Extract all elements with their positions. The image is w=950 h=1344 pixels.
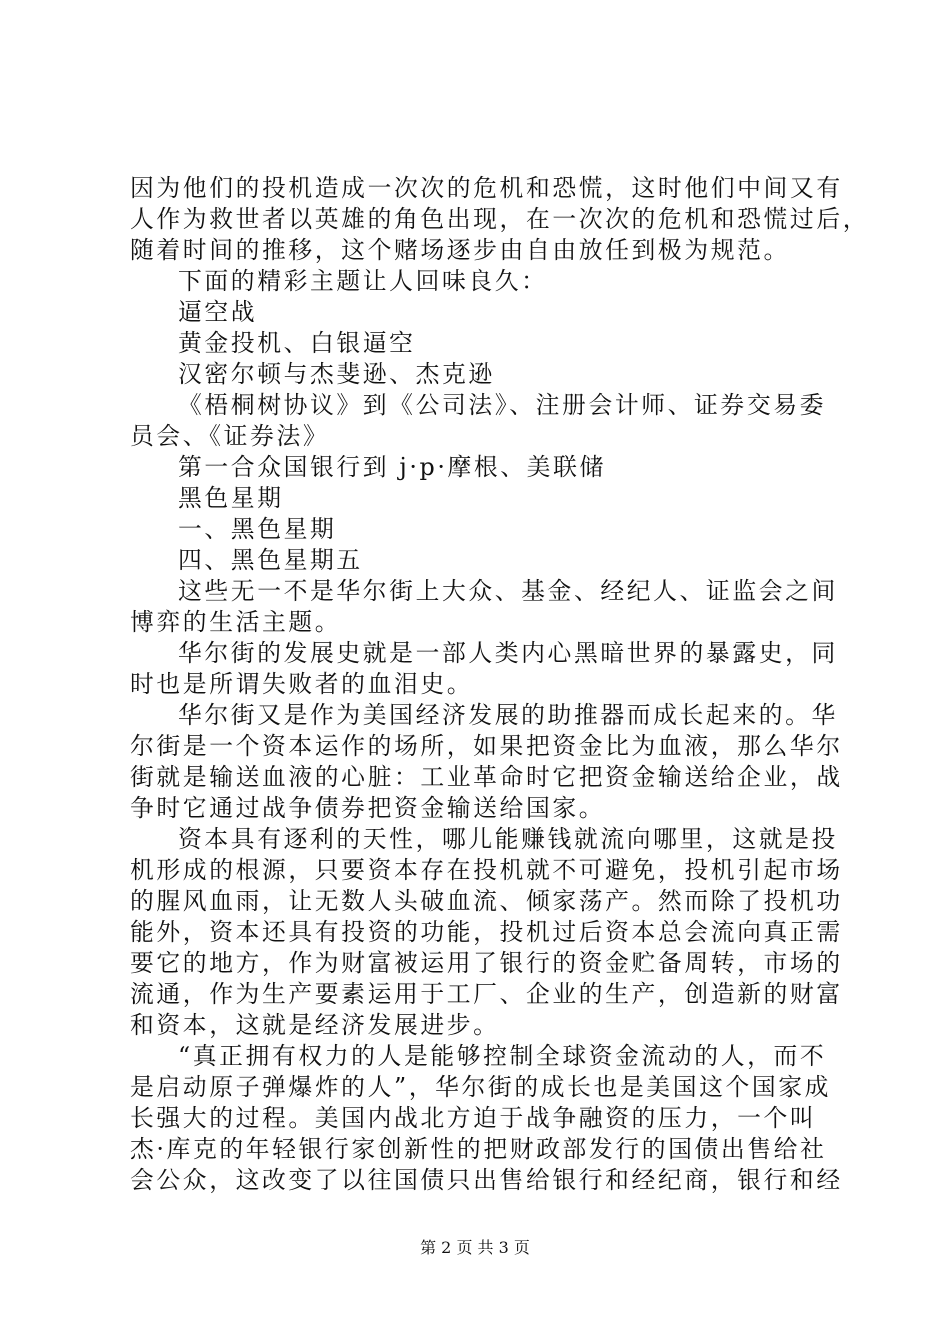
text-line: 黑色星期 bbox=[178, 484, 284, 512]
text-line: “真正拥有权力的人是能够控制全球资金流动的人，而不 bbox=[178, 1042, 827, 1070]
text-line: 逼空战 bbox=[178, 298, 258, 326]
text-line: 华尔街又是作为美国经济发展的助推器而成长起来的。华 bbox=[178, 701, 838, 729]
text-line: 时也是所谓失败者的血泪史。 bbox=[130, 670, 474, 698]
text-line: 下面的精彩主题让人回味良久： bbox=[178, 267, 548, 295]
text-line: 街就是输送血液的心脏：工业革命时它把资金输送给企业，战 bbox=[130, 763, 843, 791]
text-line: 流通，作为生产要素运用于工厂、企业的生产，创造新的财富 bbox=[130, 980, 843, 1008]
text-line: 和资本，这就是经济发展进步。 bbox=[130, 1011, 500, 1039]
text-line: 四、黑色星期五 bbox=[178, 546, 363, 574]
text-line: 华尔街的发展史就是一部人类内心黑暗世界的暴露史，同 bbox=[178, 639, 838, 667]
text-line: 员会、《证券法》 bbox=[130, 422, 330, 450]
text-line: 长强大的过程。美国内战北方迫于战争融资的压力，一个叫 bbox=[130, 1104, 817, 1132]
text-line: 博弈的生活主题。 bbox=[130, 608, 342, 636]
text-line: 争时它通过战争债券把资金输送给国家。 bbox=[130, 794, 606, 822]
text-line: 的腥风血雨，让无数人头破血流、倾家荡产。然而除了投机功 bbox=[130, 887, 843, 915]
document-body bbox=[130, 173, 870, 1196]
text-line: 《梧桐树协议》到《公司法》、注册会计师、证券交易委 bbox=[178, 391, 827, 419]
text-line: 尔街是一个资本运作的场所，如果把资金比为血液，那么华尔 bbox=[130, 732, 843, 760]
text-line: 这些无一不是华尔街上大众、基金、经纪人、证监会之间 bbox=[178, 577, 838, 605]
text-line: 随着时间的推移，这个赌场逐步由自由放任到极为规范。 bbox=[130, 236, 790, 264]
text-line: 能外，资本还具有投资的功能，投机过后资本总会流向真正需 bbox=[130, 918, 843, 946]
page-footer bbox=[0, 1238, 950, 1258]
text-line: 机形成的根源，只要资本存在投机就不可避免，投机引起市场 bbox=[130, 856, 843, 884]
text-line: 第一合众国银行到 j·p·摩根、美联储 bbox=[178, 453, 606, 481]
text-line: 人作为救世者以英雄的角色出现，在一次次的危机和恐慌过后， bbox=[130, 205, 870, 233]
page-number-label: 第 2 页 共 3 页 bbox=[420, 1238, 530, 1257]
text-line: 要它的地方，作为财富被运用了银行的资金贮备周转，市场的 bbox=[130, 949, 843, 977]
text-line: 汉密尔顿与杰斐逊、杰克逊 bbox=[178, 360, 495, 388]
text-line: 一、黑色星期 bbox=[178, 515, 337, 543]
text-line: 是启动原子弹爆炸的人”，华尔街的成长也是美国这个国家成 bbox=[130, 1073, 832, 1101]
text-line: 会公众，这改变了以往国债只出售给银行和经纪商，银行和经 bbox=[130, 1166, 843, 1194]
text-line: 黄金投机、白银逼空 bbox=[178, 329, 416, 357]
text-line: 杰·库克的年轻银行家创新性的把财政部发行的国债出售给社 bbox=[130, 1135, 827, 1163]
text-line: 资本具有逐利的天性，哪儿能赚钱就流向哪里，这就是投 bbox=[178, 825, 838, 853]
text-line: 因为他们的投机造成一次次的危机和恐慌，这时他们中间又有 bbox=[130, 174, 843, 202]
